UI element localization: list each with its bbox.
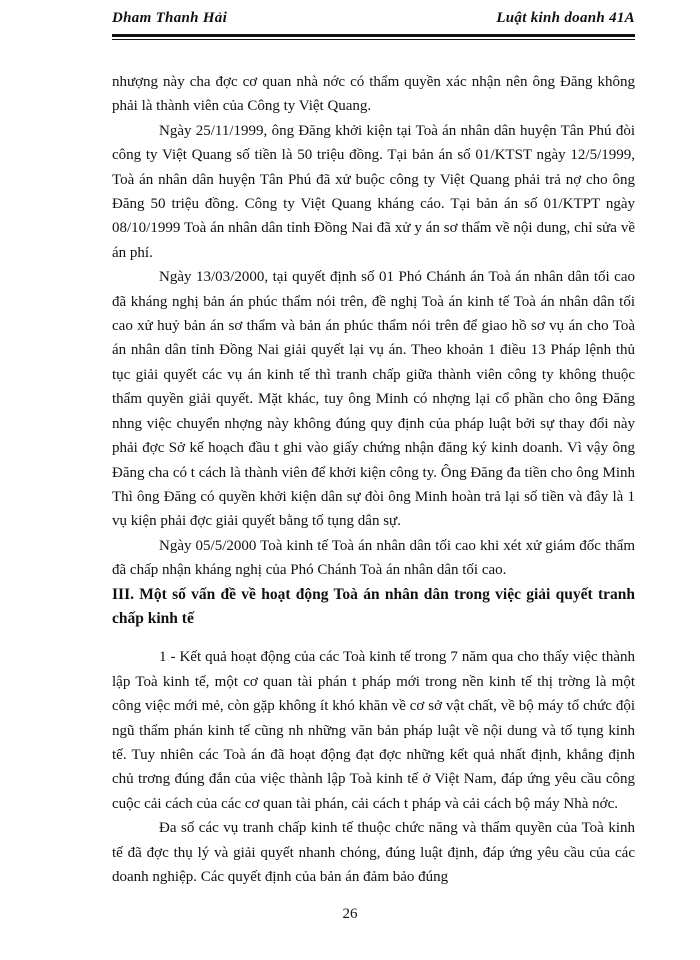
paragraph: Ngày 05/5/2000 Toà kinh tế Toà án nhân dân tối cao khi xét xử giám đốc thẩm đã chấp nhận kháng nghị của Phó Chánh Toà án nhân dân tối cao.	[112, 537, 635, 579]
header-rule-thick	[112, 34, 635, 37]
spacer	[112, 631, 635, 645]
header-author: Dham Thanh Hải	[112, 10, 228, 26]
page-header	[112, 10, 635, 32]
paragraph: Ngày 13/03/2000, tại quyết định số 01 Phó Chánh án Toà án nhân dân tối cao đã kháng nghị bản án phúc thẩm nói trên, đề nghị Toà án kinh tế Toà án nhân dân tối cao xử huỷ bản án sơ thẩm và bản án phúc thẩm nói trên để giao hồ sơ vụ án cho Toà án nhân dân tỉnh Đồng Nai giải quyết lại vụ án. Theo khoản 1 điều 13 Pháp lệnh thủ tục giải quyết các vụ án kinh tế thì tranh chấp giữa thành viên công ty không thuộc thẩm quyền giải quyết. Mặt khác, tuy ông Minh có nhợng lại cổ phần cho ông Đăng nhng việc chuyển nhợng này không đúng quy định của pháp luật bởi sự thay đổi này phải đợc Sở kế hoạch đầu t ghi vào giấy chứng nhận đăng ký kinh doanh. Vì vậy ông Đăng cha có t cách là thành viên để khởi kiện công ty. Ông Đăng đa tiền cho ông Minh Thì ông Đăng có quyền khởi kiện dân sự đòi ông Minh hoàn trả lại số tiền và đây là 1 vụ kiện phải đợc giải quyết bằng tố tụng dân sự.	[112, 269, 635, 530]
header-rule-thin	[112, 39, 635, 40]
section-heading: III. Một số vấn đề về hoạt động Toà án nhân dân trong việc giải quyết tranh chấp kinh tế	[112, 585, 635, 627]
page-body	[112, 70, 635, 889]
paragraph-continuation: nhượng này cha đợc cơ quan nhà nớc có thẩm quyền xác nhận nên ông Đăng không phải là thành viên của Công ty Việt Quang.	[112, 74, 635, 115]
paragraph: Đa số các vụ tranh chấp kinh tế thuộc chức năng và thẩm quyền của Toà kinh tế đã đợc thụ lý và giải quyết nhanh chóng, đúng luật định, đáp ứng yêu cầu của các doanh nghiệp. Các quyết định của bản án đảm bảo đúng	[112, 820, 635, 885]
paragraph: Ngày 25/11/1999, ông Đăng khởi kiện tại Toà án nhân dân huyện Tân Phú đòi công ty Việt Quang số tiền là 50 triệu đồng. Tại bản án số 01/KTST ngày 12/5/1999, Toà án nhân dân huyện Tân Phú đã xử buộc công ty Việt Quang phải trả nợ cho ông Đăng 50 triệu đồng. Công ty Việt Quang kháng cáo. Tại bản án số 01/KTPT ngày 08/10/1999 Toà án nhân dân tỉnh Đồng Nai đã xử y án sơ thẩm về nội dung, chỉ sửa về án phí.	[112, 122, 635, 261]
paragraph: 1 - Kết quả hoạt động của các Toà kinh tế trong 7 năm qua cho thấy việc thành lập Toà kinh tế, một cơ quan tài phán t pháp mới trong nền kinh tế thị trờng là một công việc mới mẻ, còn gặp không ít khó khăn về cơ sở vật chất, về bộ máy tổ chức đội ngũ thẩm phán kinh tế cũng nh những văn bản pháp luật về nội dung và tố tụng kinh tế. Tuy nhiên các Toà án đã hoạt động đạt đợc những kết quả nhất định, khẳng định chủ trơng đúng đắn của việc thành lập Toà kinh tế ở Việt Nam, đáp ứng yêu cầu công cuộc cải cách của các cơ quan tài phán, cải cách t pháp và cải cách bộ máy Nhà nớc.	[112, 649, 635, 812]
header-course: Luật kinh doanh 41A	[496, 10, 635, 26]
page-number: 26	[342, 906, 358, 922]
